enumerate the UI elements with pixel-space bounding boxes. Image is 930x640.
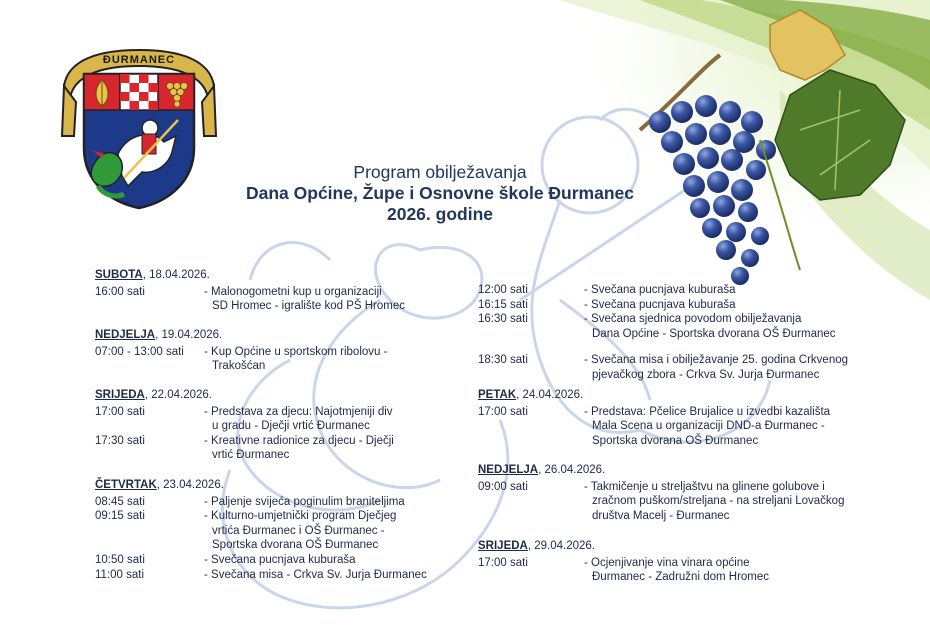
event-line: - Malonogometni kup u organizaciji bbox=[204, 285, 382, 298]
event-row bbox=[478, 405, 830, 449]
event-description bbox=[196, 568, 427, 583]
event-time: 18:30 sati bbox=[478, 354, 528, 367]
day-date: , 18.04.2026. bbox=[142, 269, 210, 281]
event-row bbox=[95, 345, 387, 374]
day-heading bbox=[95, 478, 427, 493]
event-line: - Kulturno-umjetnički program Dječjeg bbox=[204, 510, 397, 523]
event-description bbox=[196, 434, 394, 463]
event-time: 16:00 sati bbox=[95, 285, 145, 298]
event-line: društva Macelj - Đurmanec bbox=[592, 509, 730, 522]
day-block-cetvrtak-continued bbox=[478, 283, 848, 383]
event-line: Mala Scena u organizaciji DND-a Đurmanec - bbox=[592, 420, 825, 433]
event-line: Đurmanec - Zadružni dom Hromec bbox=[592, 571, 770, 584]
event-line: - Svečana sjednica povodom obilježavanja bbox=[584, 313, 802, 326]
event-line: Trakošćan bbox=[212, 360, 266, 373]
event-line: pjevačkog zbora - Crkva Sv. Jurja Đurmanec bbox=[592, 368, 820, 381]
day-block-petak bbox=[478, 388, 830, 448]
day-name: SUBOTA bbox=[95, 269, 143, 281]
event-line: - Predstava: Pčelice Brujalice u izvedbi kazališta bbox=[584, 405, 831, 418]
event-row bbox=[95, 495, 427, 510]
event-description bbox=[196, 495, 405, 510]
event-time: 10:50 sati bbox=[95, 553, 145, 566]
event-row bbox=[478, 480, 844, 524]
day-block-subota bbox=[95, 268, 405, 314]
event-line: vrtića Đurmanec i OŠ Đurmanec - bbox=[212, 524, 385, 537]
event-line: vrtić Đurmanec bbox=[212, 449, 290, 462]
event-time: 17:30 sati bbox=[95, 434, 145, 447]
event-line: - Svečana pucnjava kuburaša bbox=[204, 553, 356, 566]
day-name: PETAK bbox=[478, 389, 517, 401]
event-description bbox=[576, 283, 736, 298]
day-date: , 23.04.2026. bbox=[156, 479, 224, 491]
day-date: , 26.04.2026. bbox=[538, 464, 606, 476]
event-description bbox=[196, 405, 393, 434]
event-time: 08:45 sati bbox=[95, 495, 145, 508]
day-date: , 24.04.2026. bbox=[516, 389, 584, 401]
event-time: 09:00 sati bbox=[478, 480, 528, 493]
event-row bbox=[95, 568, 427, 583]
event-row bbox=[478, 298, 848, 313]
day-date: , 22.04.2026. bbox=[144, 389, 213, 401]
title-line-1: Program obilježavanja bbox=[353, 162, 527, 182]
event-line: - Svečana pucnjava kuburaša bbox=[584, 298, 736, 311]
title-line-3: 2026. godine bbox=[386, 204, 493, 224]
day-name: NEDJELJA bbox=[478, 464, 539, 476]
event-line: Dana Općine - Sportska dvorana OŠ Đurmanec bbox=[592, 327, 836, 340]
event-line: SD Hromec - igralište kod PŠ Hromec bbox=[212, 300, 405, 313]
event-row bbox=[95, 405, 394, 434]
event-line: u gradu - Dječji vrtić Đurmanec bbox=[212, 420, 370, 433]
event-time: 07:00 - 13:00 sati bbox=[95, 345, 184, 358]
event-description bbox=[576, 298, 736, 313]
event-row bbox=[478, 283, 848, 298]
day-heading bbox=[95, 268, 405, 283]
event-row bbox=[478, 312, 848, 341]
event-time: 12:00 sati bbox=[478, 284, 528, 296]
day-date: , 29.04.2026. bbox=[527, 540, 596, 552]
event-row bbox=[478, 556, 769, 585]
event-description bbox=[196, 509, 396, 553]
event-row bbox=[95, 509, 427, 553]
day-block-nedjelja-19 bbox=[95, 328, 387, 374]
event-line: - Kreativne radionice za djecu - Dječji bbox=[204, 434, 394, 447]
event-description bbox=[576, 480, 844, 524]
event-description bbox=[196, 553, 356, 568]
event-row bbox=[478, 353, 848, 382]
event-row bbox=[95, 553, 427, 568]
event-description bbox=[196, 285, 405, 314]
day-heading bbox=[478, 539, 769, 554]
day-block-cetvrtak bbox=[95, 478, 427, 582]
day-heading bbox=[95, 328, 387, 343]
event-time: 11:00 sati bbox=[95, 568, 145, 581]
event-description bbox=[196, 345, 387, 374]
event-description bbox=[576, 556, 769, 585]
event-line: Sportska dvorana OŠ Đurmanec bbox=[592, 434, 759, 447]
day-heading bbox=[478, 388, 830, 403]
event-time: 17:00 sati bbox=[478, 405, 528, 418]
day-name: ČETVRTAK bbox=[95, 479, 157, 491]
event-line: zračnom puškom/streljana - na streljani Lovačkog bbox=[592, 495, 845, 508]
event-time: 17:00 sati bbox=[95, 405, 145, 418]
checkerboard-icon bbox=[120, 74, 158, 110]
title-line-2: Dana Općine, Župe i Osnovne škole Đurmanec bbox=[245, 183, 635, 203]
event-time: 16:15 sati bbox=[478, 298, 528, 311]
event-line: - Svečana misa - Crkva Sv. Jurja Đurmanec bbox=[204, 568, 427, 581]
crest-name: ĐURMANEC bbox=[102, 54, 176, 66]
day-heading bbox=[478, 463, 844, 478]
event-line: Sportska dvorana OŠ Đurmanec bbox=[212, 539, 379, 552]
day-block-nedjelja-26 bbox=[478, 463, 844, 523]
event-line: - Svečana misa i obilježavanje 25. godina Crkvenog bbox=[584, 354, 849, 367]
event-time: 17:00 sati bbox=[478, 556, 528, 569]
event-line: - Svečana pucnjava kuburaša bbox=[584, 284, 736, 296]
day-name: SRIJEDA bbox=[478, 540, 528, 552]
event-description bbox=[576, 405, 830, 449]
event-line: - Takmičenje u streljaštvu na glinene golubove i bbox=[584, 480, 825, 493]
event-line: - Paljenje svijeća poginulim braniteljima bbox=[204, 495, 405, 508]
event-time: 16:30 sati bbox=[478, 313, 528, 326]
event-line: - Ocjenjivanje vina vinara općine bbox=[584, 556, 750, 569]
program-title bbox=[230, 162, 650, 225]
day-name: NEDJELJA bbox=[95, 329, 156, 341]
day-name: SRIJEDA bbox=[95, 389, 145, 401]
day-heading bbox=[95, 388, 394, 403]
day-block-srijeda-29 bbox=[478, 539, 769, 585]
event-time: 09:15 sati bbox=[95, 510, 145, 523]
event-line: - Kup Općine u sportskom ribolovu - bbox=[204, 345, 388, 358]
event-description bbox=[576, 353, 848, 382]
event-row bbox=[95, 285, 405, 314]
event-description bbox=[576, 312, 836, 341]
day-date: , 19.04.2026. bbox=[155, 329, 223, 341]
event-row bbox=[95, 434, 394, 463]
day-block-srijeda-22 bbox=[95, 388, 394, 463]
municipality-crest bbox=[58, 46, 220, 212]
event-line: - Predstava za djecu: Najotmjeniji div bbox=[204, 405, 393, 418]
